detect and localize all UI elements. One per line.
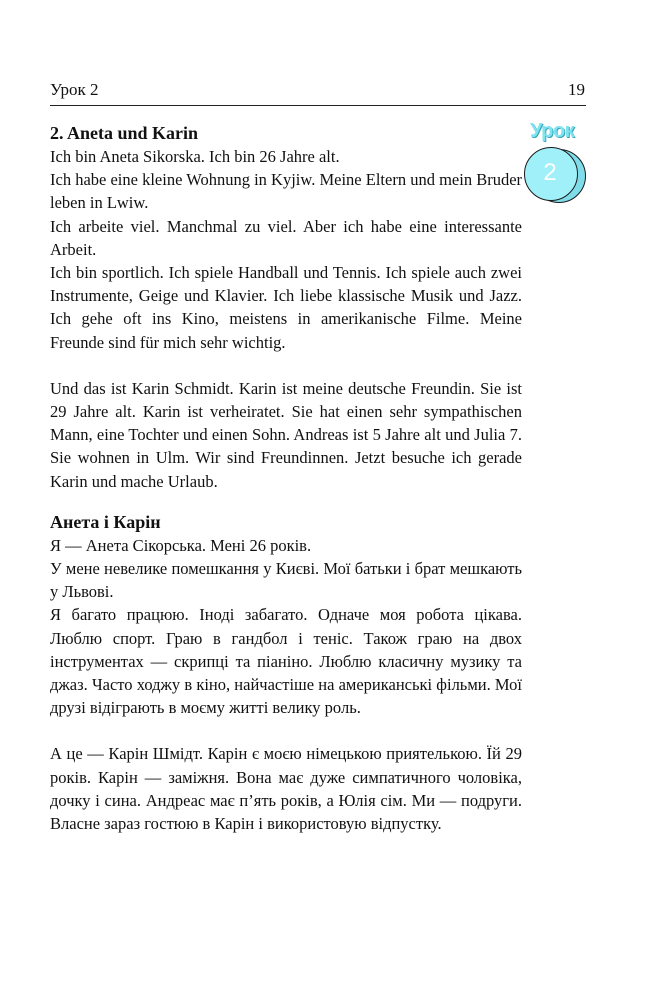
lesson-badge-number: 2 [543,159,557,186]
lesson-badge [522,120,588,210]
german-line-4: Ich bin sportlich. Ich spiele Handball und Tennis. Ich spiele auch zwei Instrumente, Geige und Klavier. Ich liebe klassische Musik und Jazz. Ich gehe oft ins Kino, meistens in amerikanische Filme. Meine Freunde sind für mich sehr wichtig. [50,263,522,352]
ukrainian-line-2: У мене невелике помешкання у Києві. Мої батьки і брат мешкають у Львові. [50,559,522,602]
header-rule [50,105,586,106]
page-header [50,80,585,104]
german-paragraph-2: Und das ist Karin Schmidt. Karin ist meine deutsche Freundin. Sie ist 29 Jahre alt. Karin ist verheiratet. Sie hat einen sehr sympathischen Mann, eine Tochter und einen Sohn. Andreas ist 5 Jahre alt und Julia 7. Sie wohnen in Ulm. Wir sind Freundinnen. Jetzt besuche ich gerade Karin und mache Urlaub. [50,378,522,491]
ukrainian-line-3: Я багато працюю. Іноді забагато. Одначе моя робота цікава. Люблю спорт. Граю в гандбол і теніс. Також граю на двох інструментах — скрипці та піаніно. Люблю класичну музику та джаз. Часто ходжу в кіно, найчастіше на американські фільми. Мої друзі відіграють в моєму житті велику роль. [50,605,522,718]
german-title: 2. Aneta und Karin [50,123,199,143]
running-title: Урок 2 [50,80,99,99]
german-line-1: Ich bin Aneta Sikorska. Ich bin 26 Jahre alt. [50,147,340,166]
ukrainian-line-1: Я — Анета Сікорська. Мені 26 років. [50,535,312,555]
ukrainian-title: Анета і Карін [50,511,161,532]
page-content [50,122,522,835]
ukrainian-paragraph-2: А це — Карін Шмідт. Карін є моєю німецькою приятелькою. Їй 29 років. Карін — заміжня. Вона має дуже симпатичного чоловіка, дочку і сина. Андреас має п’ять років, а Юлія сім. Ми — подруги. Власне зараз гостюю в Карін і використовую відпустку. [50,744,522,834]
german-line-3: Ich arbeite viel. Manchmal zu viel. Aber ich habe eine interessante Arbeit. [50,216,522,259]
page-number: 19 [568,80,585,99]
spacer [50,354,522,377]
lesson-badge-label: Урок [530,120,575,142]
spacer [50,719,522,742]
german-line-2: Ich habe eine kleine Wohnung in Kyjiw. Meine Eltern und mein Bruder leben in Lwiw. [50,170,523,213]
spacer [50,493,522,511]
